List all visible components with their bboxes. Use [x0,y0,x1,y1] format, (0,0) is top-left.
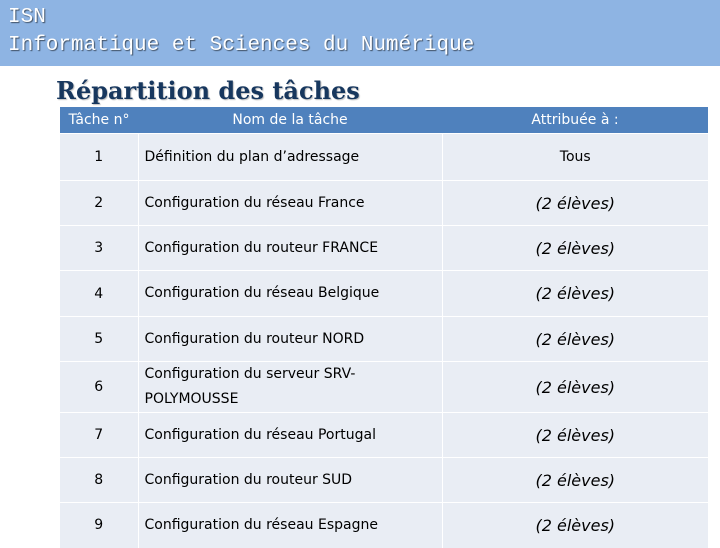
task-name: Configuration du routeur SUD [138,458,442,503]
task-name: Configuration du serveur SRV-POLYMOUSSE [138,362,442,413]
table-row [60,181,708,226]
task-assigned-to: (2 élèves) [442,458,708,503]
task-assigned-to: (2 élèves) [442,362,708,413]
task-name: Configuration du réseau Espagne [138,503,442,548]
table-row [60,271,708,317]
banner-title: ISN [8,6,46,29]
task-name: Configuration du routeur FRANCE [138,226,442,271]
table-body [60,134,708,548]
task-number: 6 [60,362,138,413]
table-row [60,226,708,271]
task-number: 4 [60,271,138,317]
task-number: 5 [60,317,138,362]
banner-subtitle: Informatique et Sciences du Numérique [8,34,475,57]
task-number: 3 [60,226,138,271]
task-assigned-to: (2 élèves) [442,317,708,362]
table-header-row [60,107,708,134]
section-title: Répartition des tâches [56,76,360,105]
task-name: Configuration du réseau France [138,181,442,226]
table-row [60,458,708,503]
table-row [60,317,708,362]
task-assigned-to: (2 élèves) [442,226,708,271]
task-number: 2 [60,181,138,226]
table-row [60,413,708,458]
table-row [60,362,708,413]
header-task-name: Nom de la tâche [138,107,442,134]
task-name: Configuration du réseau Belgique [138,271,442,317]
task-number: 8 [60,458,138,503]
task-number: 9 [60,503,138,548]
task-number: 1 [60,134,138,181]
task-assigned-to: (2 élèves) [442,181,708,226]
task-name: Configuration du routeur NORD [138,317,442,362]
top-banner [0,0,720,66]
header-assigned-to: Attribuée à : [442,107,708,134]
task-table [60,107,708,548]
table-row [60,503,708,548]
task-name: Configuration du réseau Portugal [138,413,442,458]
header-task-number: Tâche n° [60,107,138,134]
task-assigned-to: (2 élèves) [442,271,708,317]
task-number: 7 [60,413,138,458]
task-assigned-to: Tous [442,134,708,181]
task-assigned-to: (2 élèves) [442,413,708,458]
task-assigned-to: (2 élèves) [442,503,708,548]
table-row [60,134,708,181]
task-name: Définition du plan d’adressage [138,134,442,181]
